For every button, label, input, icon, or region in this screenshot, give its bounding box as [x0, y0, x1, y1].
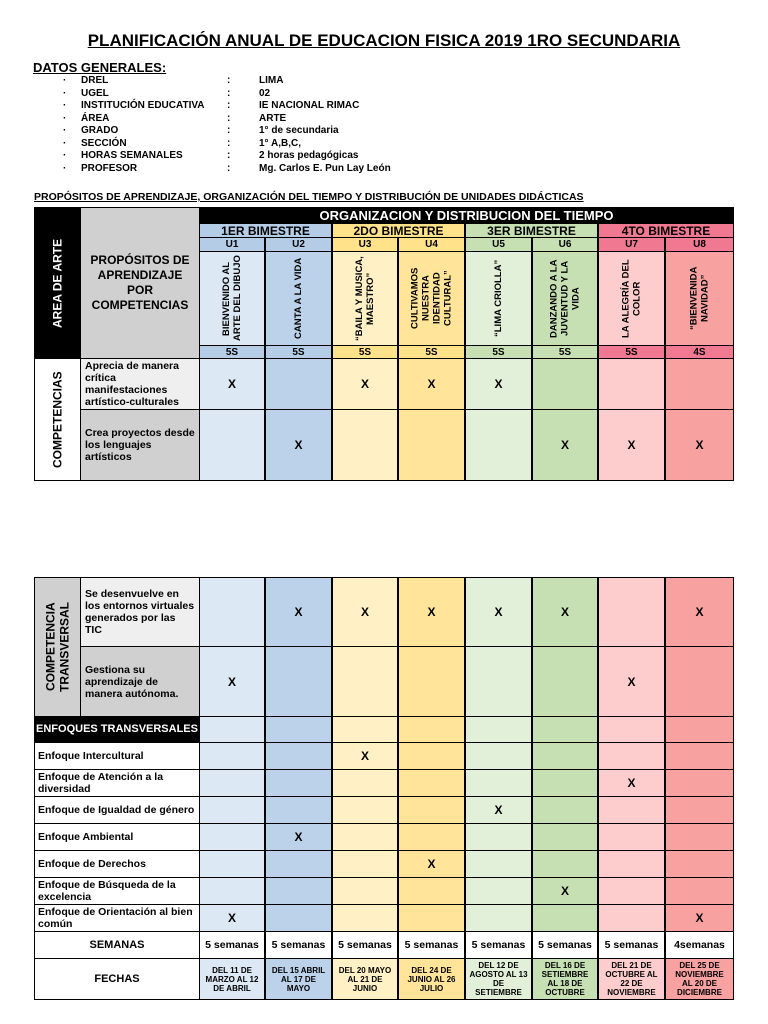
section-heading: PROPÓSITOS DE APRENDIZAJE, ORGANIZACIÓN DEL TIEMPO Y DISTRIBUCIÓN DE UNIDADES DIDÁCTICAS: [34, 191, 584, 203]
mark-cell: X: [332, 742, 398, 770]
separator: :: [227, 112, 231, 124]
unit-title: “BAILA Y MUSICA, MAESTRO”: [332, 251, 398, 346]
general-value: ARTE: [259, 112, 287, 124]
unit-code: U4: [398, 237, 465, 252]
bullet-icon: ·: [63, 87, 67, 99]
general-row: [63, 88, 663, 100]
mark-cell: [598, 358, 665, 410]
enfoque-blank-cell: [532, 716, 598, 743]
mark-cell: [398, 742, 465, 770]
general-label: INSTITUCIÓN EDUCATIVA: [81, 100, 205, 111]
general-row: [63, 113, 663, 125]
mark-cell: X: [532, 577, 598, 647]
enfoque-blank-cell: [598, 716, 665, 743]
date-cell: DEL 21 DE OCTUBRE AL 22 DE NOVIEMBRE: [598, 958, 665, 1000]
weeks-cell: 5 semanas: [398, 931, 465, 959]
mark-cell: [332, 409, 398, 481]
enfoque-blank-cell: [332, 716, 398, 743]
org-header: ORGANIZACION Y DISTRIBUCION DEL TIEMPO: [199, 207, 734, 224]
mark-cell: [598, 796, 665, 824]
mark-cell: [398, 769, 465, 797]
enfoques-header: ENFOQUES TRANSVERSALES: [34, 716, 200, 743]
mark-cell: [532, 823, 598, 851]
mark-cell: X: [598, 409, 665, 481]
mark-cell: [398, 646, 465, 717]
bimester-header: 2DO BIMESTRE: [332, 223, 465, 238]
mark-cell: X: [532, 409, 598, 481]
unit-code: U7: [598, 237, 665, 252]
mark-cell: X: [665, 409, 734, 481]
separator: :: [227, 100, 231, 111]
general-row: [63, 125, 663, 137]
mark-cell: [199, 742, 265, 770]
purposes-label: PROPÓSITOS DE APRENDIZAJE POR COMPETENCIAS: [80, 207, 200, 359]
unit-weeks: 5S: [265, 345, 332, 359]
competencias-label: COMPETENCIAS: [34, 358, 81, 481]
mark-cell: X: [598, 769, 665, 797]
mark-cell: [199, 577, 265, 647]
general-row: [63, 75, 663, 87]
weeks-cell: 5 semanas: [199, 931, 265, 959]
unit-code: U5: [465, 237, 532, 252]
semanas-label: SEMANAS: [34, 931, 200, 959]
separator: :: [227, 137, 231, 149]
mark-cell: [265, 646, 332, 717]
enfoque-label: Enfoque de Orientación al bien común: [34, 904, 200, 932]
mark-cell: [398, 796, 465, 824]
bullet-icon: ·: [63, 75, 67, 86]
date-cell: DEL 25 DE NOVIEMBRE AL 20 DE DICIEMBRE: [665, 958, 734, 1000]
mark-cell: [465, 646, 532, 717]
mark-cell: X: [532, 877, 598, 905]
unit-weeks: 5S: [465, 345, 532, 359]
bullet-icon: ·: [63, 150, 67, 161]
mark-cell: [532, 646, 598, 717]
mark-cell: [598, 742, 665, 770]
enfoque-label: Enfoque Intercultural: [34, 742, 200, 770]
date-cell: DEL 12 DE AGOSTO AL 13 DE SETIEMBRE: [465, 958, 532, 1000]
mark-cell: X: [332, 358, 398, 410]
enfoque-label: Enfoque de Atención a la diversidad: [34, 769, 200, 797]
mark-cell: [532, 904, 598, 932]
date-cell: DEL 15 ABRIL AL 17 DE MAYO: [265, 958, 332, 1000]
bimester-header: 4TO BIMESTRE: [598, 223, 734, 238]
page-title: PLANIFICACIÓN ANUAL DE EDUCACION FISICA 2019 1RO SECUNDARIA: [87, 31, 681, 50]
unit-title: DANZANDO A LA JUVENTUD Y LA VIDA: [532, 251, 598, 346]
mark-cell: [598, 577, 665, 647]
mark-cell: X: [332, 577, 398, 647]
mark-cell: X: [199, 358, 265, 410]
bullet-icon: ·: [63, 162, 67, 174]
mark-cell: [265, 877, 332, 905]
general-label: DREL: [81, 75, 109, 86]
mark-cell: [398, 823, 465, 851]
bullet-icon: ·: [63, 137, 67, 149]
mark-cell: X: [598, 646, 665, 717]
enfoque-label: Enfoque de Derechos: [34, 850, 200, 878]
bullet-icon: ·: [63, 100, 67, 111]
unit-title: CULTIVAMOS NUESTRA IDENTIDAD CULTURAL”: [398, 251, 465, 346]
mark-cell: [398, 877, 465, 905]
mark-cell: [465, 850, 532, 878]
mark-cell: [265, 904, 332, 932]
unit-weeks: 5S: [199, 345, 265, 359]
general-value: 1° de secundaria: [259, 125, 339, 136]
mark-cell: [598, 877, 665, 905]
general-label: PROFESOR: [81, 162, 138, 174]
mark-cell: X: [665, 904, 734, 932]
general-value: 1° A,B,C,: [259, 137, 301, 149]
general-row: [63, 163, 663, 175]
mark-cell: [665, 742, 734, 770]
mark-cell: [665, 646, 734, 717]
mark-cell: X: [265, 409, 332, 481]
mark-cell: [332, 850, 398, 878]
weeks-cell: 4semanas: [665, 931, 734, 959]
mark-cell: [332, 823, 398, 851]
mark-cell: [332, 904, 398, 932]
mark-cell: [665, 850, 734, 878]
mark-cell: [465, 877, 532, 905]
unit-weeks: 5S: [398, 345, 465, 359]
mark-cell: X: [665, 577, 734, 647]
general-label: ÁREA: [81, 112, 110, 124]
mark-cell: X: [265, 823, 332, 851]
mark-cell: [265, 358, 332, 410]
unit-weeks: 5S: [332, 345, 398, 359]
mark-cell: [332, 769, 398, 797]
mark-cell: [199, 409, 265, 481]
mark-cell: X: [398, 358, 465, 410]
bimester-header: 3ER BIMESTRE: [465, 223, 598, 238]
separator: :: [227, 162, 231, 174]
general-row: [63, 138, 663, 150]
mark-cell: X: [199, 904, 265, 932]
enfoque-blank-cell: [465, 716, 532, 743]
mark-cell: [465, 742, 532, 770]
mark-cell: [332, 877, 398, 905]
unit-weeks: 5S: [532, 345, 598, 359]
mark-cell: [465, 409, 532, 481]
mark-cell: [332, 646, 398, 717]
mark-cell: X: [199, 646, 265, 717]
unit-code: U2: [265, 237, 332, 252]
mark-cell: X: [465, 577, 532, 647]
unit-code: U6: [532, 237, 598, 252]
mark-cell: [665, 823, 734, 851]
mark-cell: [665, 796, 734, 824]
general-value: 02: [259, 87, 271, 99]
mark-cell: X: [398, 850, 465, 878]
mark-cell: [532, 742, 598, 770]
general-label: UGEL: [81, 87, 109, 99]
separator: :: [227, 150, 231, 161]
mark-cell: [598, 823, 665, 851]
mark-cell: [332, 796, 398, 824]
mark-cell: [265, 769, 332, 797]
area-label: AREA DE ARTE: [34, 207, 81, 359]
mark-cell: [265, 850, 332, 878]
general-label: GRADO: [81, 125, 119, 136]
mark-cell: [532, 796, 598, 824]
enfoque-blank-cell: [398, 716, 465, 743]
unit-weeks: 4S: [665, 345, 734, 359]
mark-cell: [199, 850, 265, 878]
weeks-cell: 5 semanas: [332, 931, 398, 959]
general-data-heading: DATOS GENERALES:: [33, 60, 167, 75]
transversal-competence: Gestiona su aprendizaje de manera autónoma.: [80, 646, 200, 717]
date-cell: DEL 11 DE MARZO AL 12 DE ABRIL: [199, 958, 265, 1000]
unit-title: “BIENVENIDA NAVIDAD”: [665, 251, 734, 346]
unit-code: U1: [199, 237, 265, 252]
mark-cell: [398, 904, 465, 932]
general-value: LIMA: [259, 75, 284, 86]
mark-cell: [665, 877, 734, 905]
mark-cell: [199, 796, 265, 824]
separator: :: [227, 75, 231, 86]
mark-cell: [532, 850, 598, 878]
enfoque-blank-cell: [265, 716, 332, 743]
mark-cell: X: [465, 358, 532, 410]
bullet-icon: ·: [63, 125, 67, 136]
mark-cell: [598, 904, 665, 932]
date-cell: DEL 24 DE JUNIO AL 26 JULIO: [398, 958, 465, 1000]
general-row: [63, 150, 663, 162]
mark-cell: X: [398, 577, 465, 647]
mark-cell: X: [465, 796, 532, 824]
mark-cell: X: [265, 577, 332, 647]
competencia-label: Aprecia de manera crítica manifestaciones artístico-culturales: [80, 358, 200, 410]
enfoque-label: Enfoque Ambiental: [34, 823, 200, 851]
general-label: HORAS SEMANALES: [81, 150, 183, 161]
mark-cell: [199, 877, 265, 905]
separator: :: [227, 87, 231, 99]
mark-cell: [532, 358, 598, 410]
general-value: IE NACIONAL RIMAC: [259, 100, 360, 111]
transversal-competence: Se desenvuelve en los entornos virtuales generados por las TIC: [80, 577, 200, 647]
competencia-label: Crea proyectos desde los lenguajes artísticos: [80, 409, 200, 481]
general-row: [63, 100, 663, 112]
unit-weeks: 5S: [598, 345, 665, 359]
mark-cell: [265, 742, 332, 770]
mark-cell: [265, 796, 332, 824]
unit-title: BIENVENIDO AL ARTE DEL DIBUJO: [199, 251, 265, 346]
mark-cell: [199, 769, 265, 797]
weeks-cell: 5 semanas: [532, 931, 598, 959]
mark-cell: [598, 850, 665, 878]
weeks-cell: 5 semanas: [598, 931, 665, 959]
mark-cell: [465, 823, 532, 851]
unit-code: U3: [332, 237, 398, 252]
mark-cell: [465, 769, 532, 797]
weeks-cell: 5 semanas: [265, 931, 332, 959]
bimester-header: 1ER BIMESTRE: [199, 223, 332, 238]
weeks-cell: 5 semanas: [465, 931, 532, 959]
general-value: 2 horas pedagógicas: [259, 150, 359, 161]
fechas-label: FECHAS: [34, 958, 200, 1000]
general-label: SECCIÓN: [81, 137, 127, 149]
enfoque-label: Enfoque de Búsqueda de la excelencia: [34, 877, 200, 905]
date-cell: DEL 20 MAYO AL 21 DE JUNIO: [332, 958, 398, 1000]
mark-cell: [398, 409, 465, 481]
transversal-label: COMPETENCIA TRANSVERSAL: [34, 577, 81, 717]
general-value: Mg. Carlos E. Pun Lay León: [259, 162, 391, 174]
enfoque-blank-cell: [665, 716, 734, 743]
unit-title: LA ALEGRÍA DEL COLOR: [598, 251, 665, 346]
unit-title: CANTA A LA VIDA: [265, 251, 332, 346]
date-cell: DEL 16 DE SETIEMBRE AL 18 DE OCTUBRE: [532, 958, 598, 1000]
enfoque-blank-cell: [199, 716, 265, 743]
mark-cell: [199, 823, 265, 851]
mark-cell: [665, 769, 734, 797]
unit-code: U8: [665, 237, 734, 252]
mark-cell: [532, 769, 598, 797]
mark-cell: [665, 358, 734, 410]
mark-cell: [465, 904, 532, 932]
unit-title: “LIMA CRIOLLA”: [465, 251, 532, 346]
separator: :: [227, 125, 231, 136]
enfoque-label: Enfoque de Igualdad de género: [34, 796, 200, 824]
bullet-icon: ·: [63, 112, 67, 124]
